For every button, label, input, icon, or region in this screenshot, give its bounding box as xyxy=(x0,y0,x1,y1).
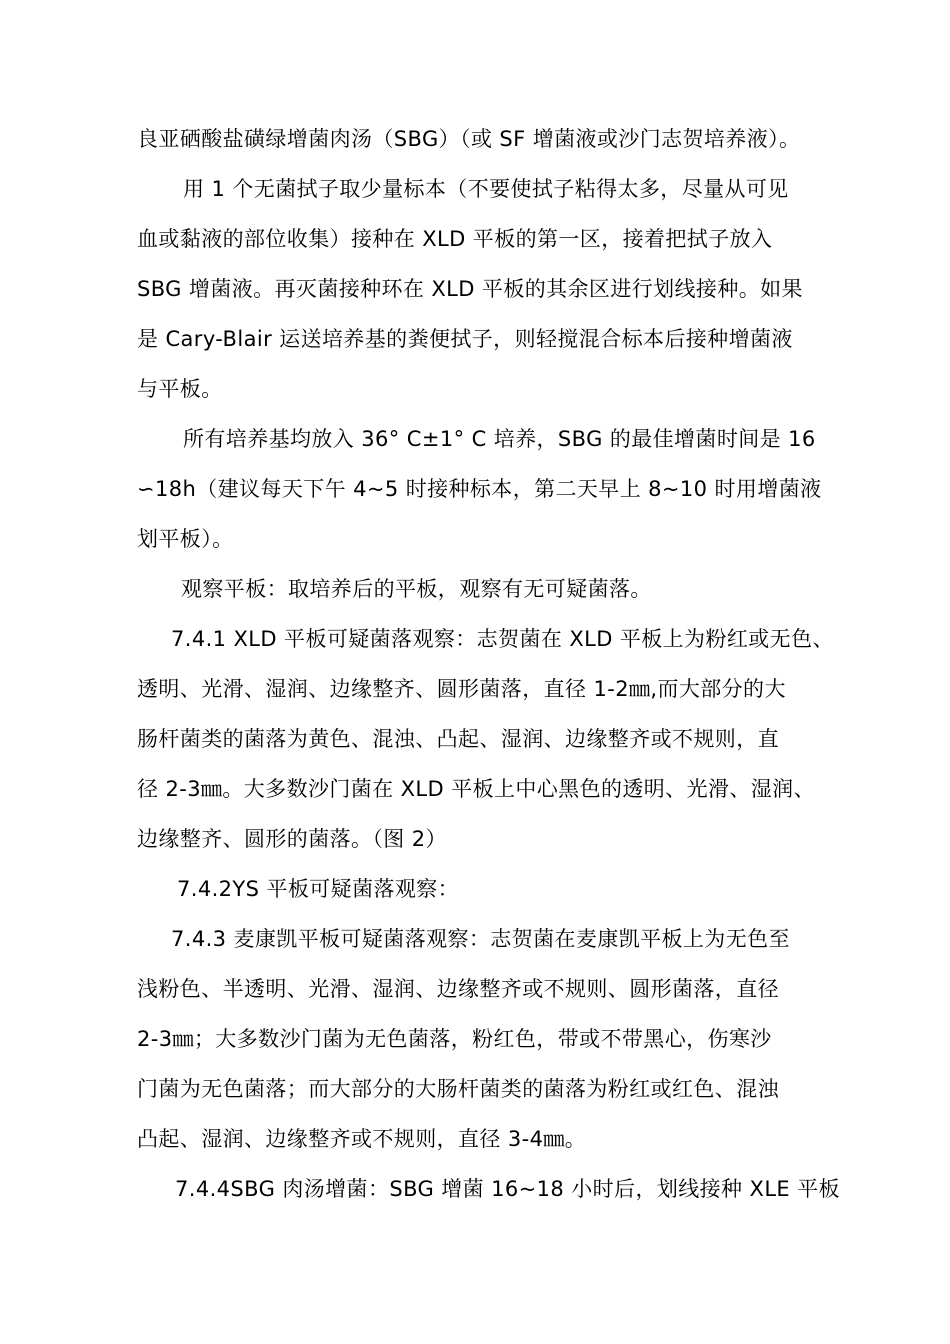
text-line: SBG 增菌液。再灭菌接种环在 XLD 平板的其余区进行划线接种。如果 xyxy=(137,277,803,301)
text-line: 浅粉色、半透明、光滑、湿润、边缘整齐或不规则、圆形菌落，直径 xyxy=(137,977,779,1001)
text-line: 7.4.4SBG 肉汤增菌：SBG 增菌 16~18 小时后，划线接种 XLE 平板 xyxy=(175,1177,840,1201)
text-line: 2-3㎜；大多数沙门菌为无色菌落，粉红色，带或不带黑心，伤寒沙 xyxy=(137,1027,772,1051)
text-line: 凸起、湿润、边缘整齐或不规则，直径 3-4㎜。 xyxy=(137,1127,587,1151)
text-line: 与平板。 xyxy=(137,377,223,401)
text-line: 边缘整齐、圆形的菌落。（图 2） xyxy=(137,827,447,851)
text-line: 肠杆菌类的菌落为黄色、混浊、凸起、湿润、边缘整齐或不规则，直 xyxy=(137,727,779,751)
text-line: ∽18h（建议每天下午 4~5 时接种标本，第二天早上 8~10 时用增菌液 xyxy=(137,477,822,501)
text-line: 7.4.3 麦康凯平板可疑菌落观察：志贺菌在麦康凯平板上为无色至 xyxy=(171,927,790,951)
text-line: 血或黏液的部位收集）接种在 XLD 平板的第一区，接着把拭子放入 xyxy=(137,227,773,251)
text-line: 所有培养基均放入 36° C±1° C 培养，SBG 的最佳增菌时间是 16 xyxy=(183,427,816,451)
text-line: 7.4.2YS 平板可疑菌落观察： xyxy=(177,877,460,901)
text-line: 径 2-3㎜。大多数沙门菌在 XLD 平板上中心黑色的透明、光滑、湿润、 xyxy=(137,777,815,801)
text-line: 透明、光滑、湿润、边缘整齐、圆形菌落，直径 1-2㎜,而大部分的大 xyxy=(137,677,786,701)
text-line: 是 Cary-Blair 运送培养基的粪便拭子，则轻搅混合标本后接种增菌液 xyxy=(137,327,793,351)
text-line: 7.4.1 XLD 平板可疑菌落观察：志贺菌在 XLD 平板上为粉红或无色、 xyxy=(171,627,834,651)
text-line: 良亚硒酸盐磺绿增菌肉汤（SBG）（或 SF 增菌液或沙门志贺培养液）。 xyxy=(137,127,801,151)
text-line: 门菌为无色菌落；而大部分的大肠杆菌类的菌落为粉红或红色、混浊 xyxy=(137,1077,779,1101)
text-line: 观察平板：取培养后的平板，观察有无可疑菌落。 xyxy=(181,577,652,601)
text-line: 划平板）。 xyxy=(137,527,234,551)
text-line: 用 1 个无菌拭子取少量标本（不要使拭子粘得太多，尽量从可见 xyxy=(183,177,789,201)
